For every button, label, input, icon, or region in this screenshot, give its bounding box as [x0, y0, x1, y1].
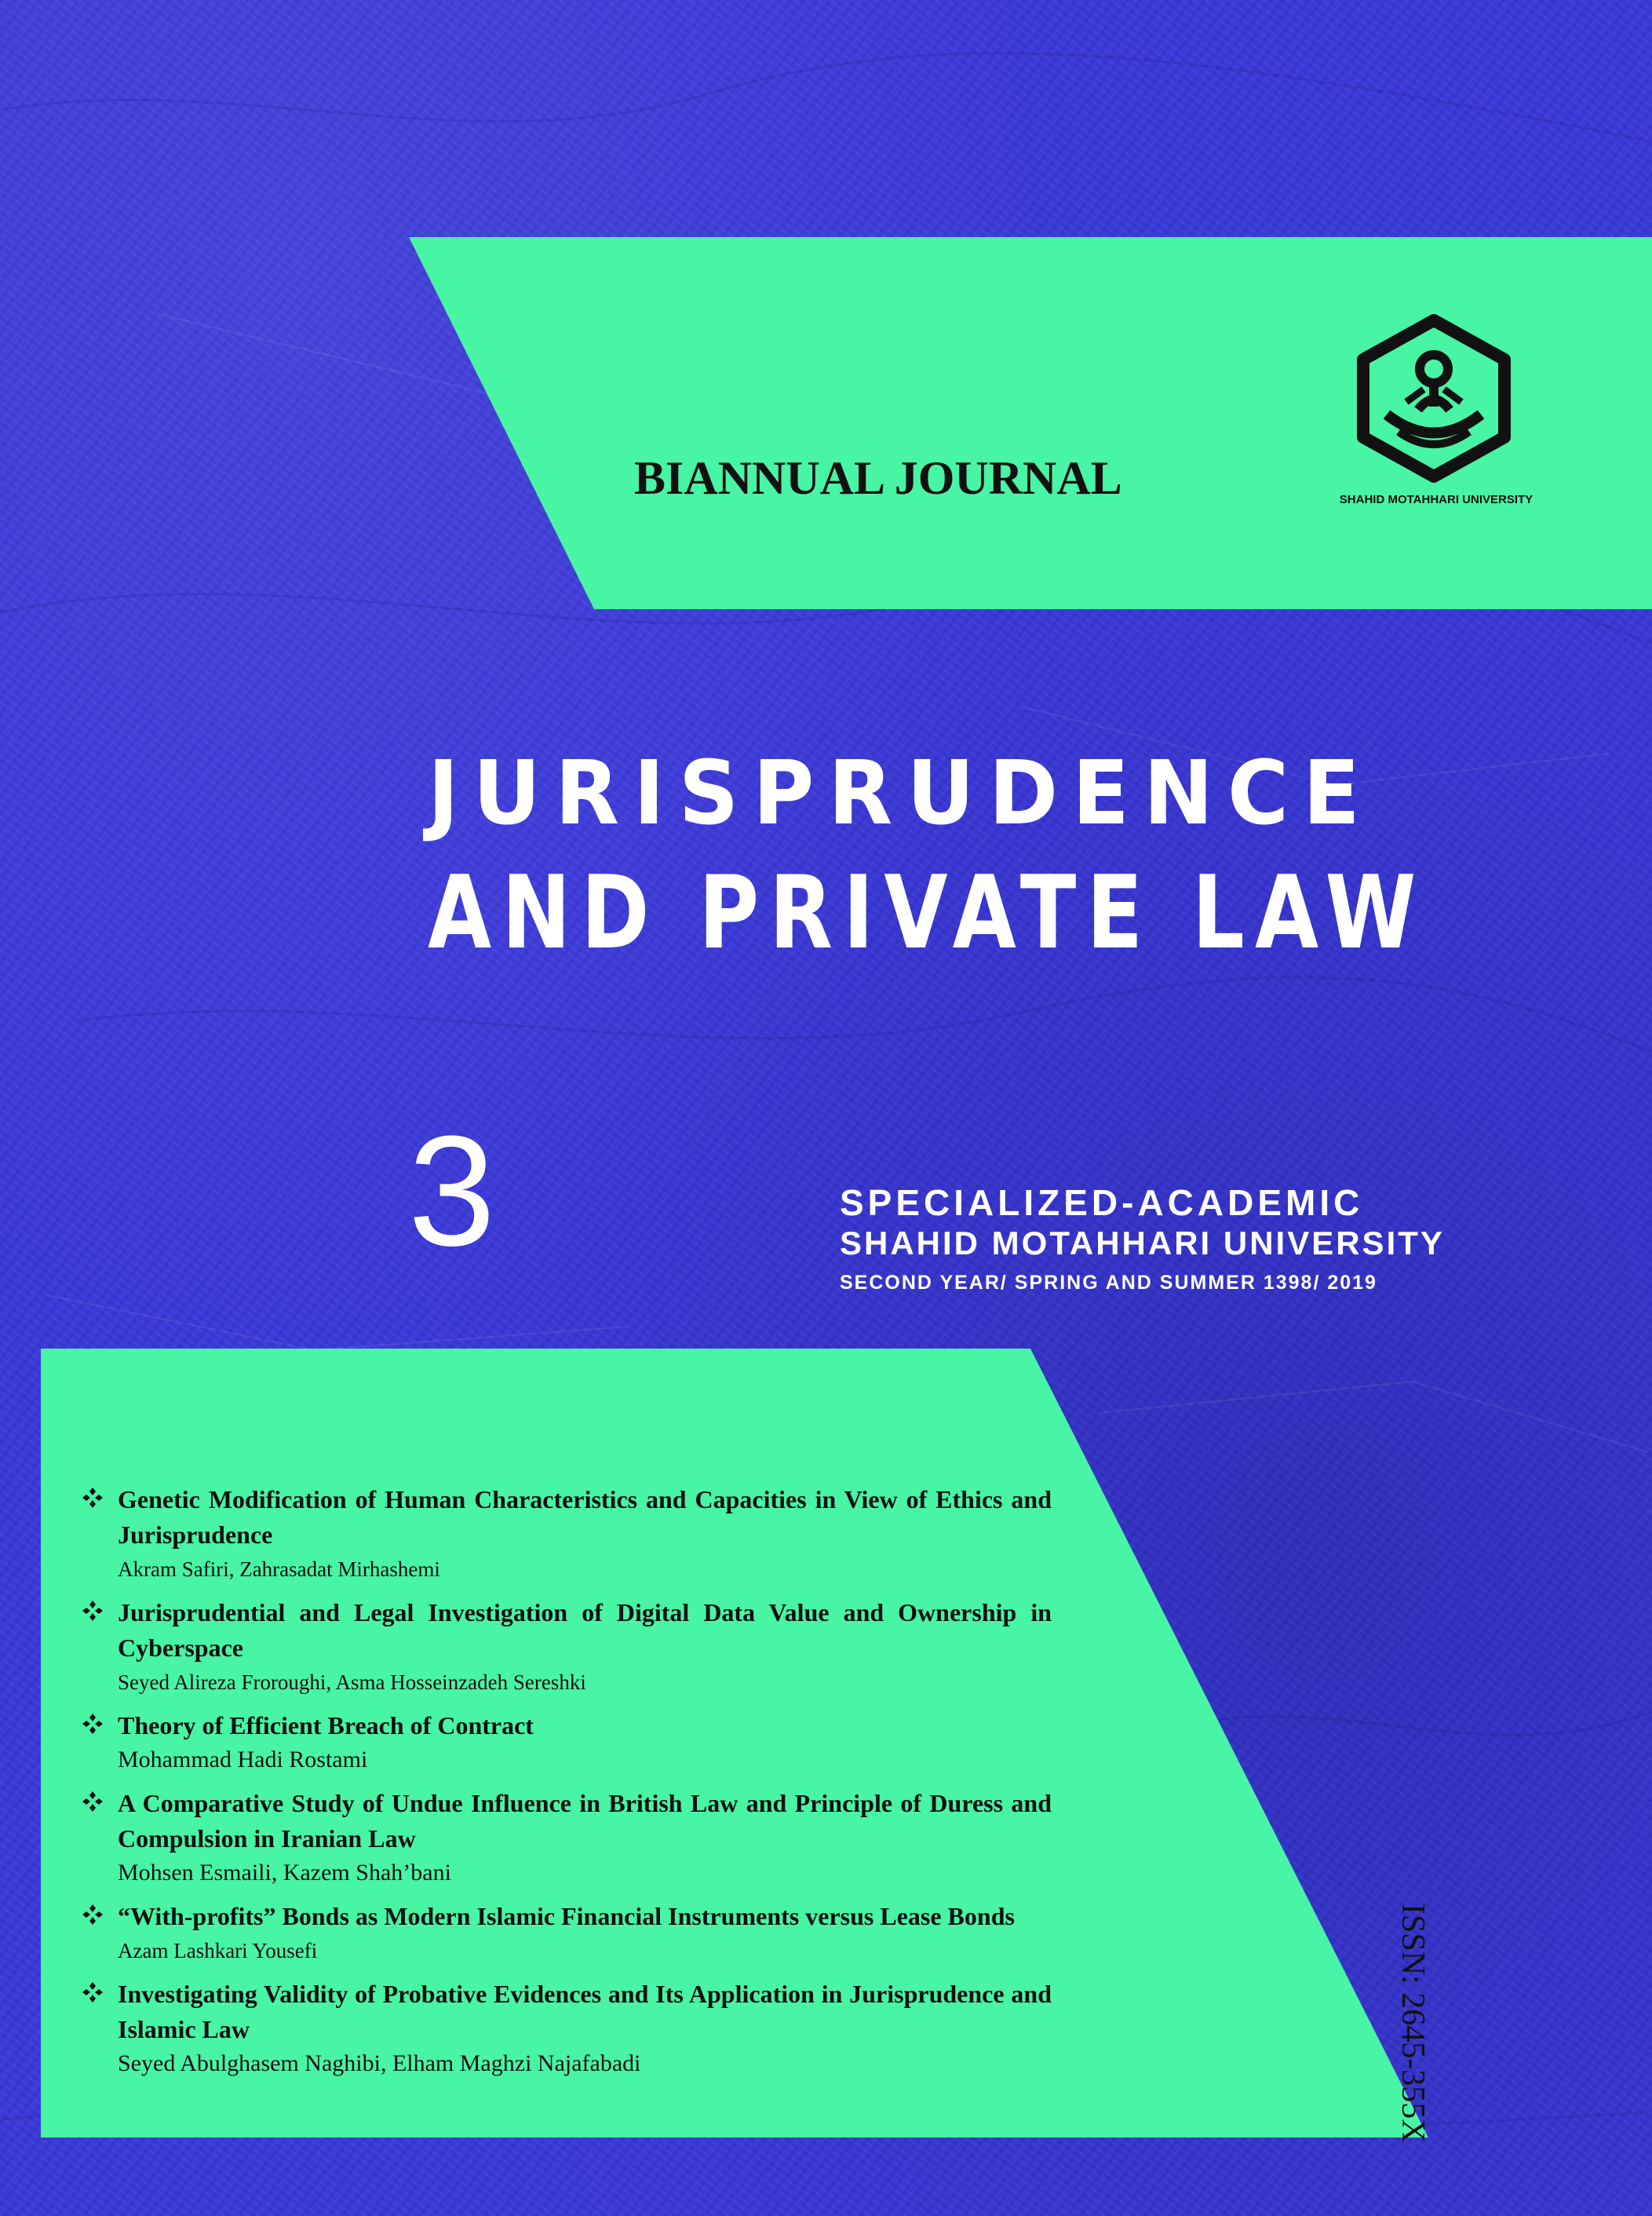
article-title: “With-profits” Bonds as Modern Islamic Financial Instruments versus Lease Bonds: [118, 1902, 1015, 1930]
article-authors: Akram Safiri, Zahrasadat Mirhashemi: [118, 1557, 440, 1581]
list-item: [78, 1899, 1052, 1967]
journal-title-line-1: JURISPRUDENCE: [428, 743, 1374, 845]
issue-number: 3: [408, 1104, 496, 1279]
article-authors: Mohammad Hadi Rostami: [118, 1747, 368, 1772]
list-item: [78, 1708, 1052, 1776]
diamond-bullet-icon: [82, 1981, 104, 2003]
article-title: A Comparative Study of Undue Influence in British Law and Principle of Duress and Compulsion in Iranian Law: [118, 1789, 1052, 1853]
issue-date: SECOND YEAR/ SPRING AND SUMMER 1398/ 2019: [840, 1272, 1377, 1294]
diamond-bullet-icon: [82, 1713, 104, 1735]
journal-frequency-label: BIANNUAL JOURNAL: [634, 452, 1122, 504]
university-logo-icon: [1351, 314, 1516, 483]
diamond-bullet-icon: [82, 1487, 104, 1509]
journal-title-line-2: AND PRIVATE LAW: [428, 855, 1427, 972]
diamond-bullet-icon: [82, 1600, 104, 1622]
article-title: Theory of Efficient Breach of Contract: [118, 1711, 534, 1740]
article-title: Genetic Modification of Human Characteristics and Capacities in View of Ethics and Jurisprudence: [118, 1485, 1052, 1549]
journal-type: SPECIALIZED-ACADEMIC: [840, 1182, 1364, 1223]
logo-caption: SHAHID MOTAHHARI UNIVERSITY: [1339, 493, 1533, 506]
list-item: [78, 1786, 1052, 1889]
diamond-bullet-icon: [82, 1791, 104, 1813]
article-authors: Seyed Alireza Froroughi, Asma Hosseinzadeh Sereshki: [118, 1670, 586, 1694]
article-title: Investigating Validity of Probative Evidences and Its Application in Jurisprudence and Islamic Law: [118, 1980, 1052, 2043]
article-authors: Seyed Abulghasem Naghibi, Elham Maghzi Najafabadi: [118, 2050, 641, 2076]
article-title: Jurisprudential and Legal Investigation of Digital Data Value and Ownership in Cyberspace: [118, 1598, 1052, 1662]
issn-number: ISSN: 2645-355X: [1395, 1904, 1431, 2143]
list-item: [78, 1977, 1052, 2080]
article-authors: Mohsen Esmaili, Kazem Shah’bani: [118, 1860, 451, 1886]
article-authors: Azam Lashkari Yousefi: [118, 1939, 318, 1962]
list-item: [78, 1482, 1052, 1586]
publisher-name: SHAHID MOTAHHARI UNIVERSITY: [840, 1225, 1445, 1261]
list-item: [78, 1595, 1052, 1699]
table-of-contents: [78, 1482, 1052, 2090]
diamond-bullet-icon: [82, 1904, 104, 1926]
